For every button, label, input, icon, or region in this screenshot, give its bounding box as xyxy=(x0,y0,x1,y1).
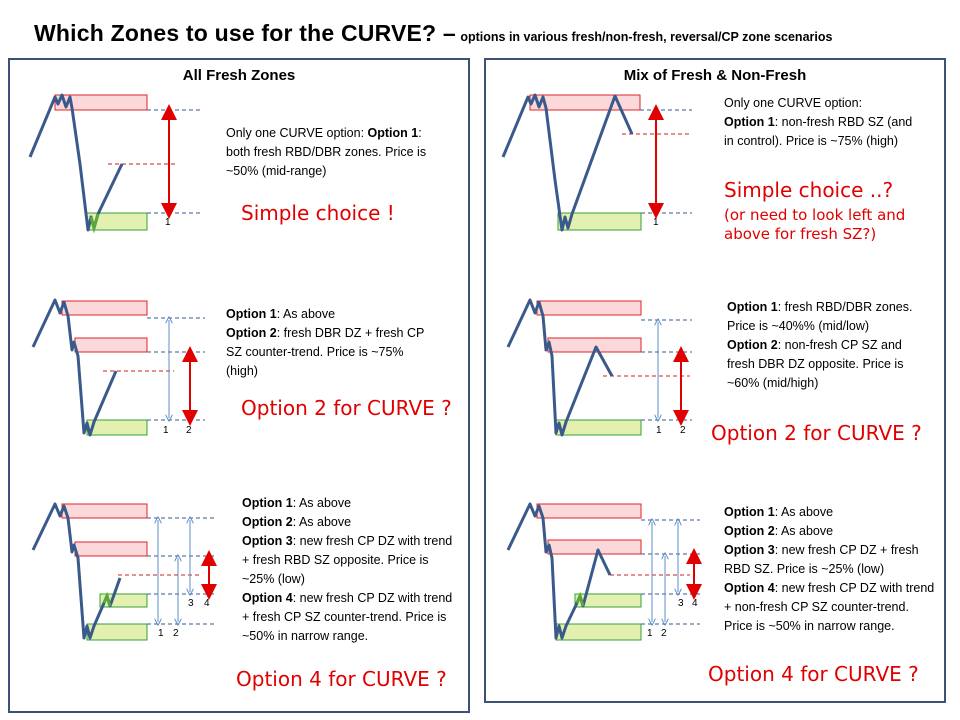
panel-heading: All Fresh Zones xyxy=(182,67,296,84)
option-label: 2 xyxy=(173,628,179,639)
case-verdict: Simple choice ..? xyxy=(724,178,894,202)
desc-option-name: Option 2 xyxy=(242,515,293,529)
case-description xyxy=(727,298,932,393)
desc-option-name: Option 1 xyxy=(724,505,775,519)
option-label: 4 xyxy=(204,598,210,609)
desc-option-name: Option 3 xyxy=(724,543,775,557)
price-path xyxy=(503,95,632,230)
supply-zone xyxy=(62,301,147,315)
option-label: 2 xyxy=(186,425,192,436)
case-verdict: Option 4 for CURVE ? xyxy=(236,667,447,691)
option-label: 1 xyxy=(647,628,653,639)
desc-option-name: Option 1 xyxy=(724,115,775,129)
case-verdict: Simple choice ! xyxy=(241,201,395,225)
case-verdict-note: (or need to look left and above for fresh SZ?) xyxy=(724,206,906,243)
option-label: 3 xyxy=(678,598,684,609)
case-description xyxy=(724,94,914,151)
diagram-right-case-1 xyxy=(503,95,692,230)
title-main: Which Zones to use for the CURVE? – xyxy=(34,20,456,46)
desc-option-name: Option 2 xyxy=(724,524,775,538)
price-path xyxy=(30,95,122,230)
desc-text: : new fresh CP DZ with trend + fresh RBD SZ opposite. Price is ~25% (low) xyxy=(242,534,453,586)
supply-zone-cp xyxy=(75,542,147,556)
case-verdict: Option 2 for CURVE ? xyxy=(241,396,452,420)
desc-option-name: Option 1 xyxy=(226,307,277,321)
case-description xyxy=(226,305,436,381)
desc-option-name: Option 1 xyxy=(727,300,778,314)
desc-text: : both fresh RBD/DBR zones. Price is ~50% (mid-range) xyxy=(226,126,427,178)
desc-text: : new fresh CP DZ with trend + non-fresh CP SZ counter-trend. Price is ~50% in narrow range. xyxy=(724,581,935,633)
desc-option-name: Option 4 xyxy=(242,591,293,605)
desc-option-name: Option 1 xyxy=(242,496,293,510)
case-verdict: Option 4 for CURVE ? xyxy=(708,662,919,686)
desc-text: : As above xyxy=(276,307,336,321)
price-path xyxy=(33,300,116,435)
desc-text: Only one CURVE option: xyxy=(226,126,368,140)
supply-zone xyxy=(537,504,641,518)
supply-zone xyxy=(537,301,641,315)
desc-option-name: Option 1 xyxy=(367,126,419,140)
case-verdict: Option 2 for CURVE ? xyxy=(711,421,922,445)
desc-text: : non-fresh RBD SZ (and in control). Price is ~75% (high) xyxy=(724,115,913,148)
price-path xyxy=(33,504,120,638)
diagram-right-case-3 xyxy=(508,504,700,640)
desc-text: : As above xyxy=(774,524,834,538)
case-description xyxy=(724,503,939,636)
desc-text: : non-fresh CP SZ and fresh DBR DZ opposite. Price is ~60% (mid/high) xyxy=(727,338,904,390)
desc-text: : As above xyxy=(774,505,834,519)
demand-zone xyxy=(87,624,147,640)
diagram-left-case-2 xyxy=(33,300,205,436)
price-path xyxy=(508,300,612,435)
desc-text: Only one CURVE option: xyxy=(724,96,863,110)
desc-text: : new fresh CP DZ + fresh RBD SZ. Price is ~25% (low) xyxy=(724,543,919,576)
desc-text: : fresh RBD/DBR zones. Price is ~40%% (mid/low) xyxy=(727,300,913,333)
option-label: 2 xyxy=(661,628,667,639)
demand-zone xyxy=(556,420,641,435)
desc-text: : As above xyxy=(292,515,352,529)
desc-text: : As above xyxy=(292,496,352,510)
supply-zone-cp xyxy=(75,338,147,352)
price-path xyxy=(508,504,610,638)
panel-heading: Mix of Fresh & Non-Fresh xyxy=(623,67,807,84)
diagram-left-case-3 xyxy=(33,504,215,640)
option-label: 1 xyxy=(653,217,659,228)
desc-option-name: Option 3 xyxy=(242,534,293,548)
option-label: 1 xyxy=(656,425,662,436)
supply-zone xyxy=(62,504,147,518)
diagram-right-case-2 xyxy=(508,300,692,436)
option-label: 1 xyxy=(158,628,164,639)
option-label: 4 xyxy=(692,598,698,609)
desc-text: : fresh DBR DZ + fresh CP SZ counter-trend. Price is ~75% (high) xyxy=(226,326,425,378)
desc-text: : new fresh CP DZ with trend + fresh CP SZ counter-trend. Price is ~50% in narrow range. xyxy=(242,591,453,643)
supply-zone-cp xyxy=(548,540,641,554)
case-description xyxy=(242,494,454,646)
option-label: 1 xyxy=(163,425,169,436)
desc-option-name: Option 2 xyxy=(226,326,277,340)
option-label: 2 xyxy=(680,425,686,436)
demand-zone xyxy=(87,420,147,435)
diagram-left-case-1 xyxy=(30,95,200,230)
desc-option-name: Option 4 xyxy=(724,581,775,595)
option-label: 1 xyxy=(165,217,171,228)
case-description xyxy=(226,124,441,181)
demand-zone xyxy=(556,624,641,640)
desc-option-name: Option 2 xyxy=(727,338,778,352)
title-subtitle: options in various fresh/non-fresh, reversal/CP zone scenarios xyxy=(460,30,833,44)
option-label: 3 xyxy=(188,598,194,609)
